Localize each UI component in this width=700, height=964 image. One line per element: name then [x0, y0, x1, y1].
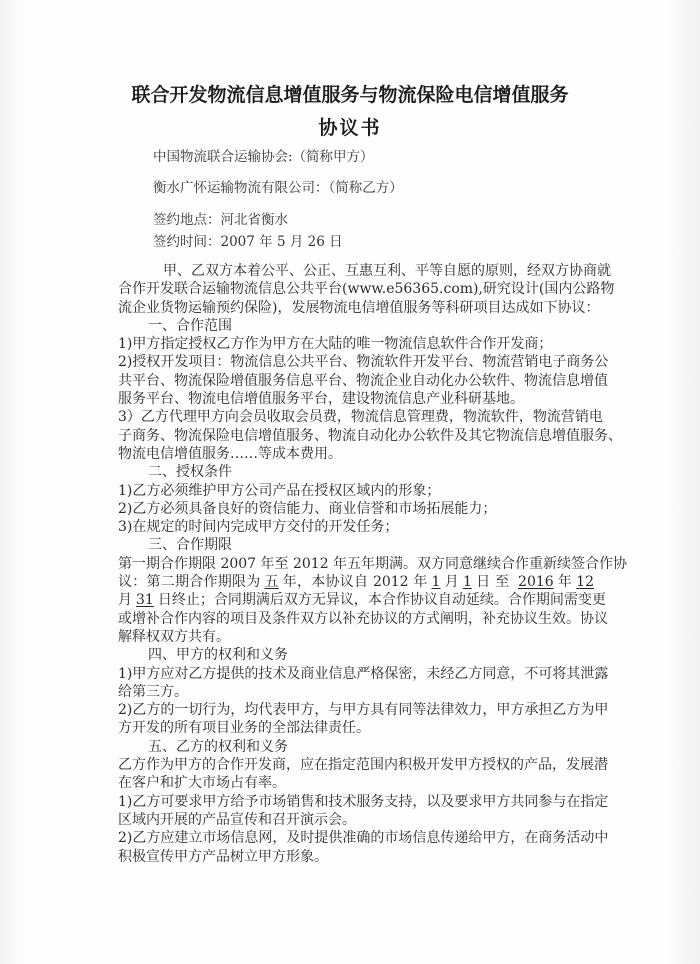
filled-blank: 1: [462, 574, 472, 591]
text-line: 2)授权开发项目：物流信息公共平台、物流软件开发平台、物流营销电子商务公: [118, 354, 609, 371]
text-line: 解释权双方共有。: [118, 628, 230, 645]
text-line: 在客户和扩大市场占有率。: [118, 775, 286, 792]
text-segment: 议：第二期合作期限为: [118, 574, 261, 591]
filled-blank: 31: [136, 592, 154, 609]
text-segment: 日终止；合同期满后双方无异议，本合作协议自动延续。合作期间需变更: [157, 592, 606, 609]
text-line: 合作开发联合运输物流信息公共平台(www.e56365.com),研究设计(国内公路物: [118, 281, 615, 298]
section-heading: 三、合作期限: [148, 537, 232, 554]
text-line: [118, 573, 598, 591]
text-line: 甲、乙双方本着公平、公正、互惠互利、平等自愿的原则，经双方协商就: [163, 263, 611, 279]
text-line: 子商务、物流保险电信增值服务、物流自动化办公软件及其它物流信息增值服务、: [118, 427, 622, 444]
text-line: 物流电信增值服务……等成本费用。: [118, 445, 342, 462]
text-line: 给第三方。: [118, 683, 188, 700]
text-segment: 月: [444, 574, 459, 591]
section-heading: 四、甲方的权利和义务: [148, 647, 288, 664]
sign-time: 签约时间：2007 年 5 月 26 日: [153, 234, 343, 250]
text-line: 3)在规定的时间内完成甲方交付的开发任务；: [118, 519, 399, 536]
filled-blank: 12: [576, 574, 594, 591]
text-segment: 月: [118, 592, 132, 609]
text-line: [118, 591, 606, 609]
document-title: 联合开发物流信息增值服务与物流保险电信增值服务: [131, 84, 569, 106]
filled-blank: 1: [431, 574, 441, 591]
sign-place: 签约地点：河北省衡水: [153, 212, 288, 228]
filled-blank: 五: [264, 574, 279, 591]
section-heading: 一、合作范围: [148, 317, 232, 334]
text-line: 1)甲方应对乙方提供的技术及商业信息严格保密，未经乙方同意，不可将其泄露: [118, 665, 609, 682]
text-line: 乙方作为甲方的合作开发商，应在指定范围内积极开发甲方授权的产品，发展潜: [118, 757, 608, 774]
party-a: 中国物流联合运输协会:（简称甲方）: [153, 149, 374, 165]
text-line: 区域内开展的产品宣传和召开演示会。: [118, 811, 356, 828]
text-segment: 年: [557, 574, 573, 591]
text-line: 共平台、物流保险增值服务信息平台、物流企业自动化办公软件、物流信息增值: [118, 372, 608, 389]
text-line: 2)乙方的一切行为，均代表甲方，与甲方具有同等法律效力，甲方承担乙方为甲: [118, 702, 609, 719]
text-line: 或增补合作内容的项目及条件双方以补充协议的方式阐明，补充协议生效。协议: [118, 610, 608, 627]
text-line: 2)乙方必须具备良好的资信能力、商业信誉和市场拓展能力；: [118, 500, 497, 517]
text-line: 积极宣传甲方产品树立甲方形象。: [118, 848, 328, 865]
text-line: 第一期合作期限 2007 年至 2012 年五年期满。双方同意继续合作重新续签合作协: [118, 555, 628, 572]
section-heading: 二、授权条件: [148, 464, 232, 481]
text-line: 3）乙方代理甲方向会员收取会员费，物流信息管理费，物流软件，物流营销电: [118, 409, 603, 426]
text-line: 1)乙方必须维护甲方公司产品在授权区域内的形象；: [118, 482, 441, 499]
text-line: 1)乙方可要求甲方给予市场销售和技术服务支持，以及要求甲方共同参与在指定: [118, 793, 609, 810]
text-line: 流企业货物运输预约保险)，发展物流电信增值服务等科研项目达成如下协议：: [118, 299, 600, 316]
text-line: 2)乙方应建立市场信息网，及时提供准确的市场信息传递给甲方，在商务活动中: [118, 830, 609, 847]
text-segment: 年，本协议自 2012 年: [282, 574, 428, 591]
filled-blank: 2016: [518, 574, 554, 591]
section-heading: 五、乙方的权利和义务: [148, 738, 288, 755]
document-subtitle: 协议书: [318, 117, 382, 139]
text-line: 1)甲方指定授权乙方作为甲方在大陆的唯一物流信息软件合作开发商；: [118, 336, 553, 353]
party-b: 衡水广怀运输物流有限公司：（简称乙方）: [153, 180, 403, 196]
text-line: 服务平台、物流电信增值服务平台，建设物流信息产业科研基地。: [118, 391, 524, 408]
text-segment: 日 至: [475, 574, 515, 591]
text-line: 方开发的所有项目业务的全部法律责任。: [118, 720, 370, 737]
agreement-body: [118, 262, 628, 866]
